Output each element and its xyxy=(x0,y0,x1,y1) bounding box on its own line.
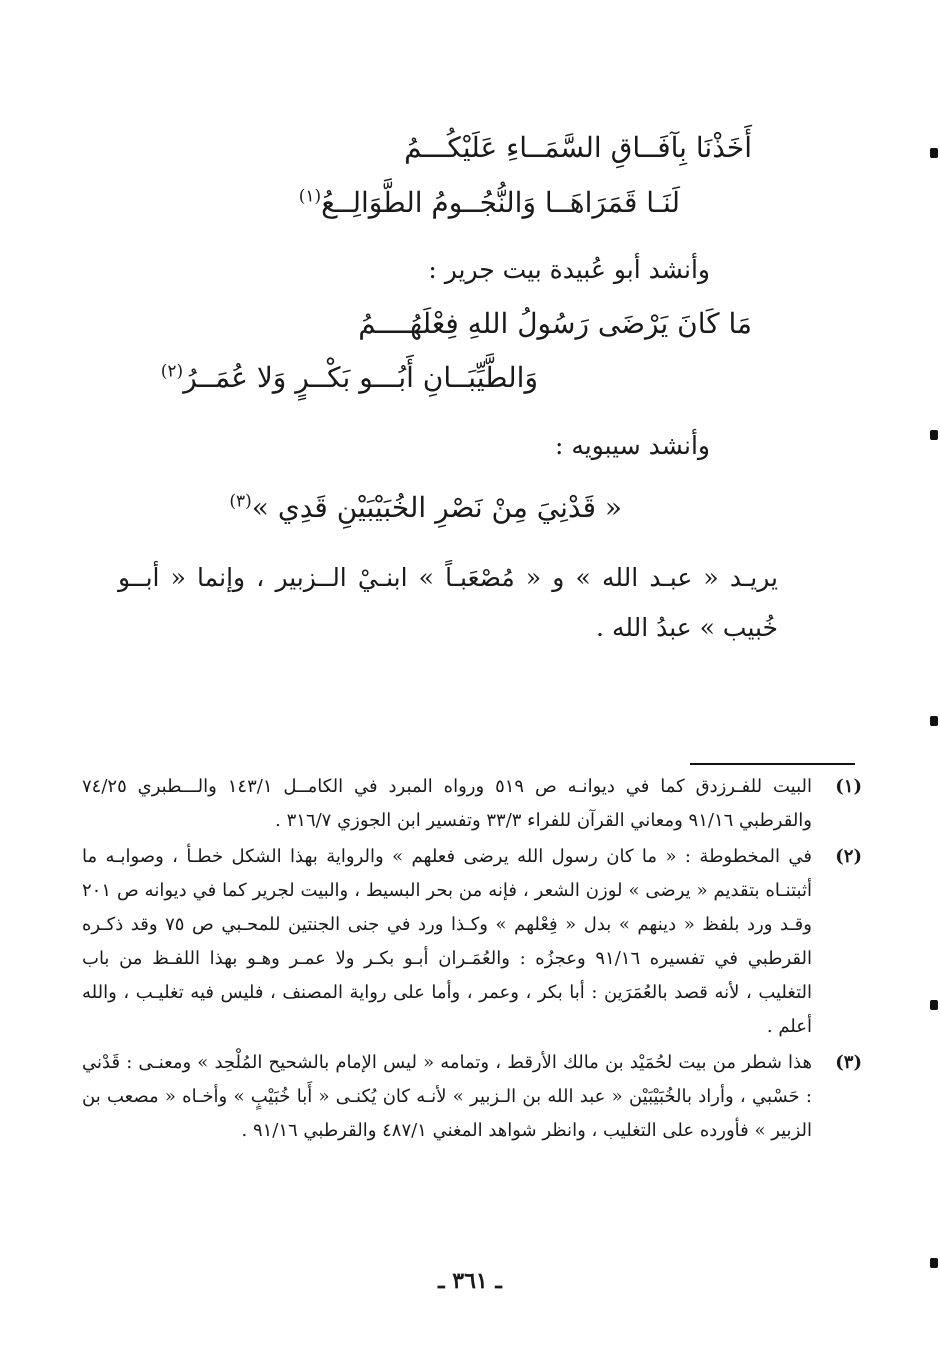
poem1-line1: أَخَذْنَا بِآفَــاقِ السَّمَــاءِ عَلَيْكُـــمُ xyxy=(404,131,752,164)
footnote-1 xyxy=(82,770,862,838)
footnote-2 xyxy=(82,840,862,1044)
footnote-ref-1[interactable]: (١) xyxy=(298,186,322,207)
footnote-ref-3[interactable]: (٣) xyxy=(229,491,252,512)
intro-sibawayh: وأنشد سيبويه : xyxy=(554,431,710,460)
footnote-number: (٣) xyxy=(835,1052,862,1073)
edge-mark xyxy=(930,716,938,726)
edge-mark xyxy=(930,1258,938,1268)
poem2-line2: وَالطَّيِّبَــانِ أَبُـــو بَكْــرٍ وَلا عُمَــرُ$^{(٢)}$ xyxy=(160,361,538,394)
footnotes xyxy=(82,770,862,1150)
intro-jarir: وأنشد أبو عُبيدة بيت جرير : xyxy=(428,255,710,284)
footnote-separator xyxy=(690,763,855,765)
footnote-3 xyxy=(82,1046,862,1148)
edge-mark xyxy=(930,1000,938,1010)
footnote-ref-2[interactable]: (٢) xyxy=(160,361,184,382)
poem1-line2: لَنَـا قَمَرَاهَــا وَالنُّجُــومُ الطَّوَالِــعُ$^{(١)}$ xyxy=(298,186,680,219)
page-number: ـ ٣٦١ ـ xyxy=(438,1268,502,1294)
edge-mark xyxy=(930,430,938,440)
footnote-number: (٢) xyxy=(835,846,862,867)
footnote-text: البيت للفـرزدق كما في ديوانـه ص ٥١٩ ورواه المبرد في الكامــل ١٤٣/١ والـــطبري ٧٤/٢٥ والقرطبي ٩١/١٦ ومعاني القرآن للفراء ٣٣/٣ وتفسير ابن الجوزي ٣١٦/٧ . xyxy=(82,776,812,831)
footnote-number: (١) xyxy=(835,776,862,797)
quote-line: « قَدْنِيَ مِنْ نَصْرِ الخُبَيْبَيْنِ قَدِي »$^{(٣)}$ xyxy=(229,491,622,524)
poem2-line1: مَا كَانَ يَرْضَى رَسُولُ اللهِ فِعْلَهُــــمُ xyxy=(358,307,752,340)
body-paragraph: يريـد « عبـد الله » و « مُصْعَبـاً » ابنـيْ الــزبير ، وإنما « أبــو خُبيب » عبدُ الله . xyxy=(118,563,778,642)
footnote-text: في المخطوطة : « ما كان رسول الله يرضى فعلهم » والرواية بهذا الشكل خطـأ ، وصوابـه ما أثبتنـاه بتقديم « يرضى » لوزن الشعر ، فإنه من بحر البسيط ، والبيت لجرير كما في ديوانه ص ٢٠١ وقـد ورد بلفظ « دينهم » بدل « فِعْلهم » وكـذا ورد في جنى الجنتين للمحـبي ص ٧٥ وقد ذكـره القرطبي في تفسيره ٩١/١٦ وعجزُه : والعُمَـران أبـو بكـر ولا عمـر وهـو بهذا اللفـظ من باب التغليب ، لأنه قصد بالعُمَرَين : أبا بكر ، وعمر ، وأما على رواية المصنف ، فليس فيه تغليـب ، والله أعلم . xyxy=(82,846,812,1037)
edge-mark xyxy=(930,148,938,158)
footnote-text: هذا شطر من بيت لحُمَيْد بن مالك الأرقط ، وتمامه « ليس الإمام بالشحيح المُلْحِد » ومعنـى : قَدْني : حَسْبي ، وأراد بالخُبَيْبَيْن « عبد الله بن الـزبير » لأنـه كان يُكنـى « أَبا خُبَيْبٍ » وأخـاه « مصعب بن الزبير » فأورده على التغليب ، وانظر شواهد المغني ٤٨٧/١ والقرطبي ٩١/١٦ . xyxy=(82,1052,812,1141)
